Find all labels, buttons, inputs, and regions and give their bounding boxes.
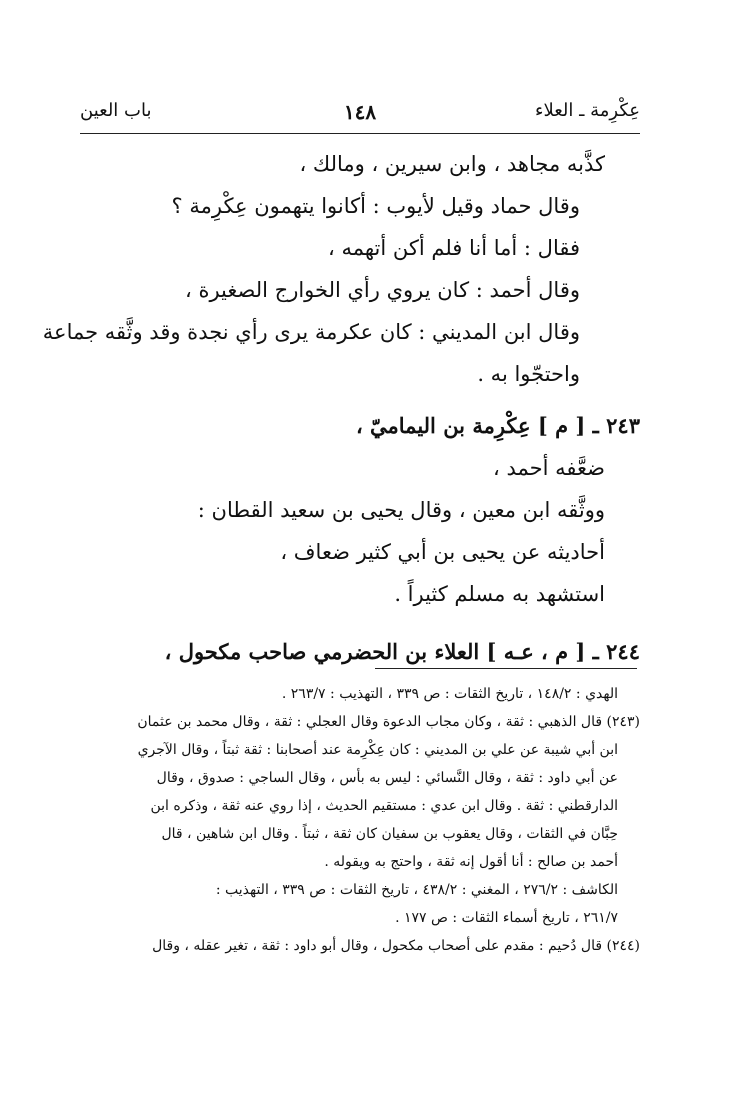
- text-line: ضعَّفه أحمد ،: [493, 456, 605, 480]
- footnote-line: ابن أبي شيبة عن علي بن المديني : كان عِكْرِمة عند أصحابنا : ثقة ثبتاً ، وقال الآجري: [137, 742, 618, 758]
- header-divider: [80, 133, 640, 134]
- footnote-line: الهدي : ١٤٨/٢ ، تاريخ الثقات : ص ٣٣٩ ، التهذيب : ٢٦٣/٧ .: [281, 686, 618, 702]
- footnotes: [80, 680, 640, 960]
- text-line: أحاديثه عن يحيى بن أبي كثير ضعاف ،: [280, 540, 605, 564]
- footnote-line: (٢٤٤) قال دُحيم : مقدم على أصحاب مكحول ، وقال أبو داود : ثقة ، تغير عقله ، وقال: [152, 938, 640, 954]
- footnote-line: عن أبي داود : ثقة ، وقال النَّسائي : ليس به بأس ، وقال الساجي : صدوق ، وقال: [156, 770, 618, 786]
- text-line: كذَّبه مجاهد ، وابن سيرين ، ومالك ،: [299, 152, 605, 176]
- page-header: [80, 100, 640, 130]
- text-line: وقال أحمد : كان يروي رأي الخوارج الصغيرة ،: [185, 278, 580, 302]
- main-text: [42, 143, 640, 673]
- text-line: وقال حماد وقيل لأيوب : أكانوا يتهمون عِكْرِمة ؟: [171, 194, 580, 218]
- footnote-line: الكاشف : ٢٧٦/٢ ، المغني : ٤٣٨/٢ ، تاريخ الثقات : ص ٣٣٩ ، التهذيب :: [215, 882, 618, 898]
- text-line: ووثَّقه ابن معين ، وقال يحيى بن سعيد القطان :: [197, 498, 605, 522]
- footnote-line: الدارقطني : ثقة . وقال ابن عدي : مستقيم الحديث ، إذا روي عنه ثقة ، وذكره ابن: [150, 798, 618, 814]
- entry-heading-243: ٢٤٣ ـ [ م ] عِكْرِمة بن اليماميّ ،: [355, 413, 640, 438]
- entry-heading-244: ٢٤٤ ـ [ م ، عـه ] العلاء بن الحضرمي صاحب مكحول ،: [164, 639, 640, 664]
- text-line: وقال ابن المديني : كان عكرمة يرى رأي نجدة وقد وثَّقه جماعة: [42, 320, 580, 344]
- footnote-line: حِبَّان في الثقات ، وقال يعقوب بن سفيان كان ثقة ، ثبتاً . وقال ابن شاهين ، قال: [161, 826, 618, 842]
- text-line: واحتجّوا به .: [477, 362, 580, 386]
- footnote-line: ٢٦١/٧ ، تاريخ أسماء الثقات : ص ١٧٧ .: [395, 910, 618, 926]
- text-line: استشهد به مسلم كثيراً .: [394, 582, 605, 606]
- footnote-divider: [375, 668, 637, 669]
- text-line: فقال : أما أنا فلم أكن أتهمه ،: [328, 236, 580, 260]
- page-number: ١٤٨: [343, 100, 377, 124]
- footnote-line: (٢٤٣) قال الذهبي : ثقة ، وكان مجاب الدعوة وقال العجلي : ثقة ، وقال محمد بن عثمان: [137, 714, 640, 730]
- footnote-line: أحمد بن صالح : أنا أقول إنه ثقة ، واحتج به ويقوله .: [324, 854, 618, 870]
- header-chapter-title: باب العين: [80, 100, 152, 121]
- header-section-title: عِكْرِمة ـ العلاء: [535, 100, 640, 121]
